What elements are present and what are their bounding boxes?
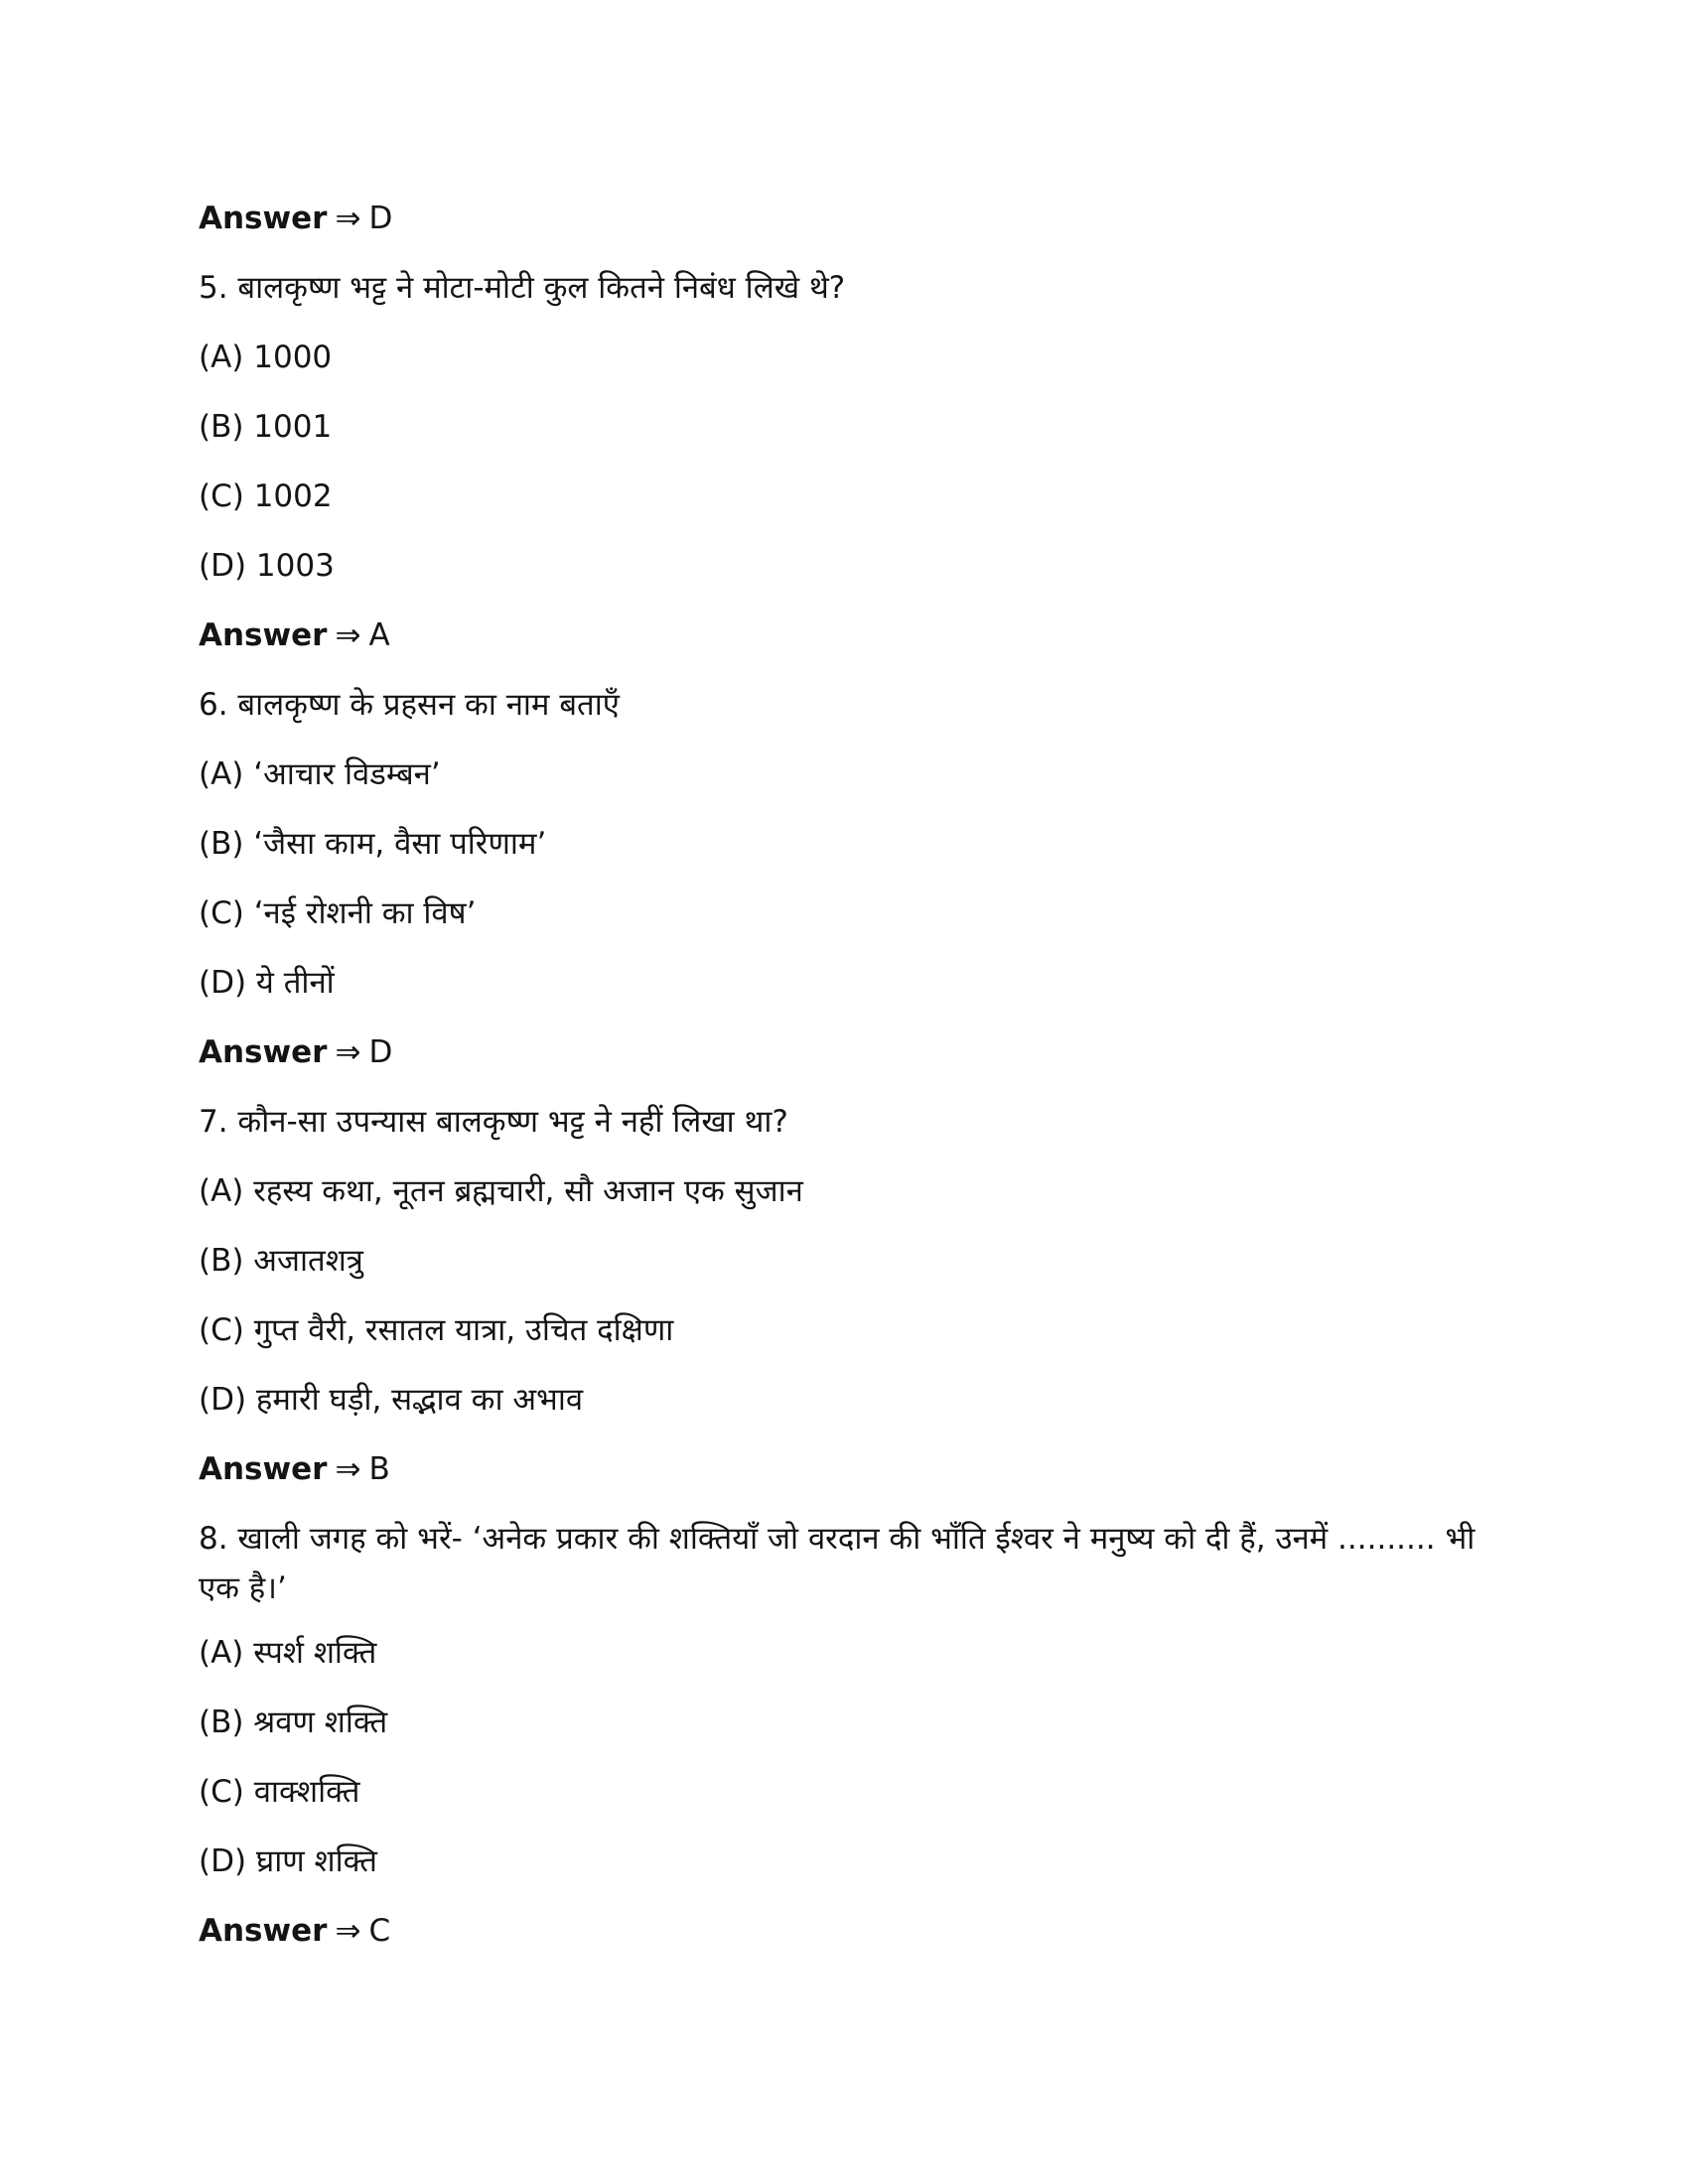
answer-value: C <box>368 1913 391 1949</box>
answer-value: B <box>368 1451 390 1487</box>
question-6: 6. बालकृष्ण के प्रहसन का नाम बताएँ <box>199 687 620 723</box>
answer-line <box>199 1911 390 1951</box>
answer-label: Answer <box>199 201 328 236</box>
implies-arrow-icon: ⇒ <box>335 1034 361 1070</box>
answer-value: D <box>368 1034 393 1070</box>
question-8: 8. खाली जगह को भरें- ‘अनेक प्रकार की शक्तियाँ जो वरदान की भाँति ईश्वर ने मनुष्य को दी हैं, उनमें .......... भी एक है।’ <box>199 1521 1476 1606</box>
option-c: (C) वाक्शक्ति <box>199 1774 360 1810</box>
answer-label: Answer <box>199 1913 328 1949</box>
option-d: (D) ये तीनों <box>199 965 335 1001</box>
question-7: 7. कौन-सा उपन्यास बालकृष्ण भट्ट ने नहीं लिखा था? <box>199 1104 788 1140</box>
answer-value: A <box>368 617 390 653</box>
answer-label: Answer <box>199 617 328 653</box>
option-b: (B) श्रवण शक्ति <box>199 1705 388 1740</box>
implies-arrow-icon: ⇒ <box>335 1913 361 1949</box>
implies-arrow-icon: ⇒ <box>335 1451 361 1487</box>
option-b: (B) ‘जैसा काम, वैसा परिणाम’ <box>199 826 547 862</box>
option-c: (C) गुप्त वैरी, रसातल यात्रा, उचित दक्षिणा <box>199 1312 674 1348</box>
implies-arrow-icon: ⇒ <box>335 617 361 653</box>
option-d: (D) 1003 <box>199 548 335 584</box>
answer-line <box>199 615 390 655</box>
option-a: (A) 1000 <box>199 340 333 375</box>
option-a: (A) स्पर्श शक्ति <box>199 1635 377 1671</box>
implies-arrow-icon: ⇒ <box>335 201 361 236</box>
option-c: (C) 1002 <box>199 478 333 514</box>
answer-value: D <box>368 201 393 236</box>
answer-line <box>199 1449 390 1489</box>
answer-label: Answer <box>199 1034 328 1070</box>
option-a: (A) ‘आचार विडम्बन’ <box>199 756 441 792</box>
question-5: 5. बालकृष्ण भट्ट ने मोटा-मोटी कुल कितने निबंध लिखे थे? <box>199 270 846 306</box>
option-d: (D) घ्राण शक्ति <box>199 1843 377 1879</box>
answer-line <box>199 1032 392 1072</box>
option-b: (B) अजातशत्रु <box>199 1243 363 1279</box>
answer-line <box>199 199 392 238</box>
option-a: (A) रहस्य कथा, नूतन ब्रह्मचारी, सौ अजान एक सुजान <box>199 1173 803 1209</box>
option-d: (D) हमारी घड़ी, सद्भाव का अभाव <box>199 1382 584 1418</box>
option-b: (B) 1001 <box>199 409 333 445</box>
option-c: (C) ‘नई रोशनी का विष’ <box>199 895 477 931</box>
answer-label: Answer <box>199 1451 328 1487</box>
